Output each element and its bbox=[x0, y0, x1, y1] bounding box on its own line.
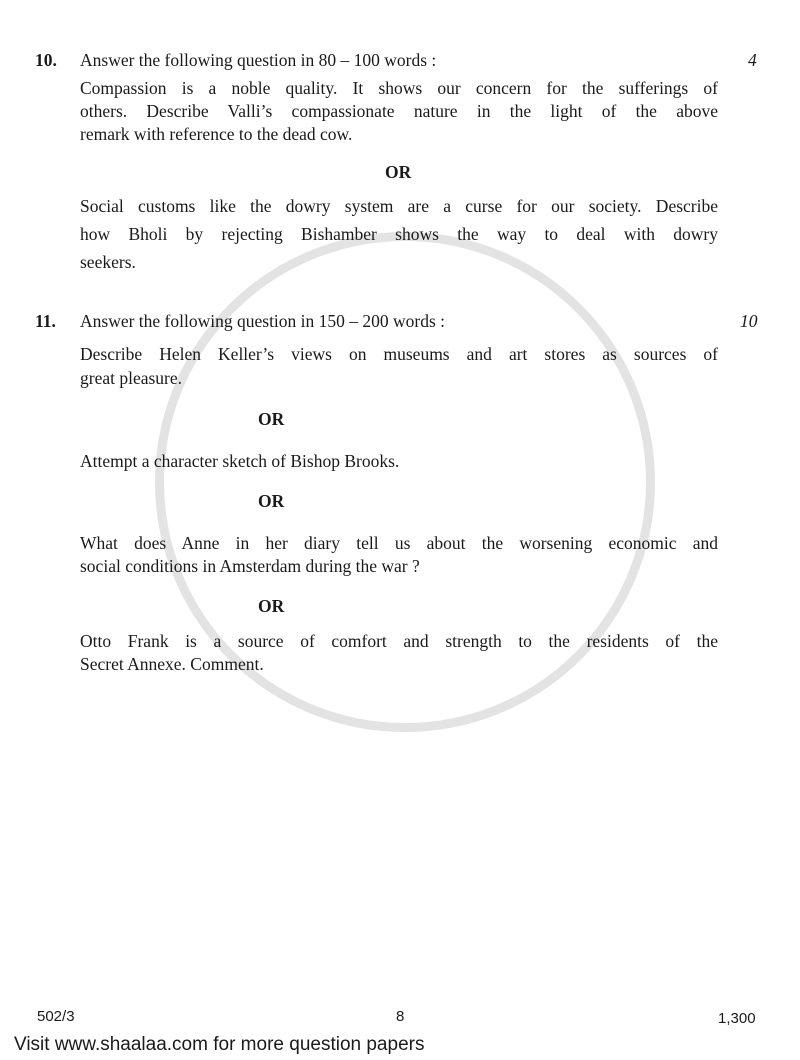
q10-number: 10. bbox=[35, 50, 57, 70]
q10-option1-line: others. Describe Valli’s compassionate nature in the light of the above bbox=[80, 101, 718, 121]
q11-instruction: Answer the following question in 150 – 200 words : bbox=[80, 311, 446, 331]
q10-option2-line: Social customs like the dowry system are a curse for our society. Describe bbox=[80, 196, 718, 216]
q11-option4-line: Secret Annexe. Comment. bbox=[80, 654, 264, 674]
q10-marks: 4 bbox=[748, 50, 757, 70]
q10-instruction: Answer the following question in 80 – 100 words : bbox=[80, 50, 437, 70]
footer-paper-code: 502/3 bbox=[37, 1008, 75, 1025]
footer-visit-link[interactable]: Visit www.shaalaa.com for more question papers bbox=[14, 1034, 425, 1055]
q10-option1-line: remark with reference to the dead cow. bbox=[80, 124, 353, 144]
q10-option2-line: seekers. bbox=[80, 252, 136, 272]
footer-copy-count: 1,300 bbox=[718, 1010, 756, 1027]
q11-marks: 10 bbox=[740, 311, 758, 331]
q11-number: 11. bbox=[35, 311, 56, 331]
q10-option2-line: how Bholi by rejecting Bishamber shows the way to deal with dowry bbox=[80, 224, 718, 244]
q10-or: OR bbox=[385, 162, 412, 182]
q11-option2-line: Attempt a character sketch of Bishop Brooks. bbox=[80, 451, 400, 471]
q11-or-3: OR bbox=[258, 596, 285, 616]
q11-option3-line: social conditions in Amsterdam during the war ? bbox=[80, 556, 420, 576]
q11-option1-line: Describe Helen Keller’s views on museums and art stores as sources of bbox=[80, 344, 718, 364]
q10-option1-line: Compassion is a noble quality. It shows our concern for the sufferings of bbox=[80, 78, 718, 98]
q11-or-1: OR bbox=[258, 409, 285, 429]
q11-option4-line: Otto Frank is a source of comfort and strength to the residents of the bbox=[80, 631, 718, 651]
q11-option1-line: great pleasure. bbox=[80, 368, 183, 388]
q11-or-2: OR bbox=[258, 491, 285, 511]
footer-page-number: 8 bbox=[396, 1008, 405, 1025]
q11-option3-line: What does Anne in her diary tell us about the worsening economic and bbox=[80, 533, 718, 553]
